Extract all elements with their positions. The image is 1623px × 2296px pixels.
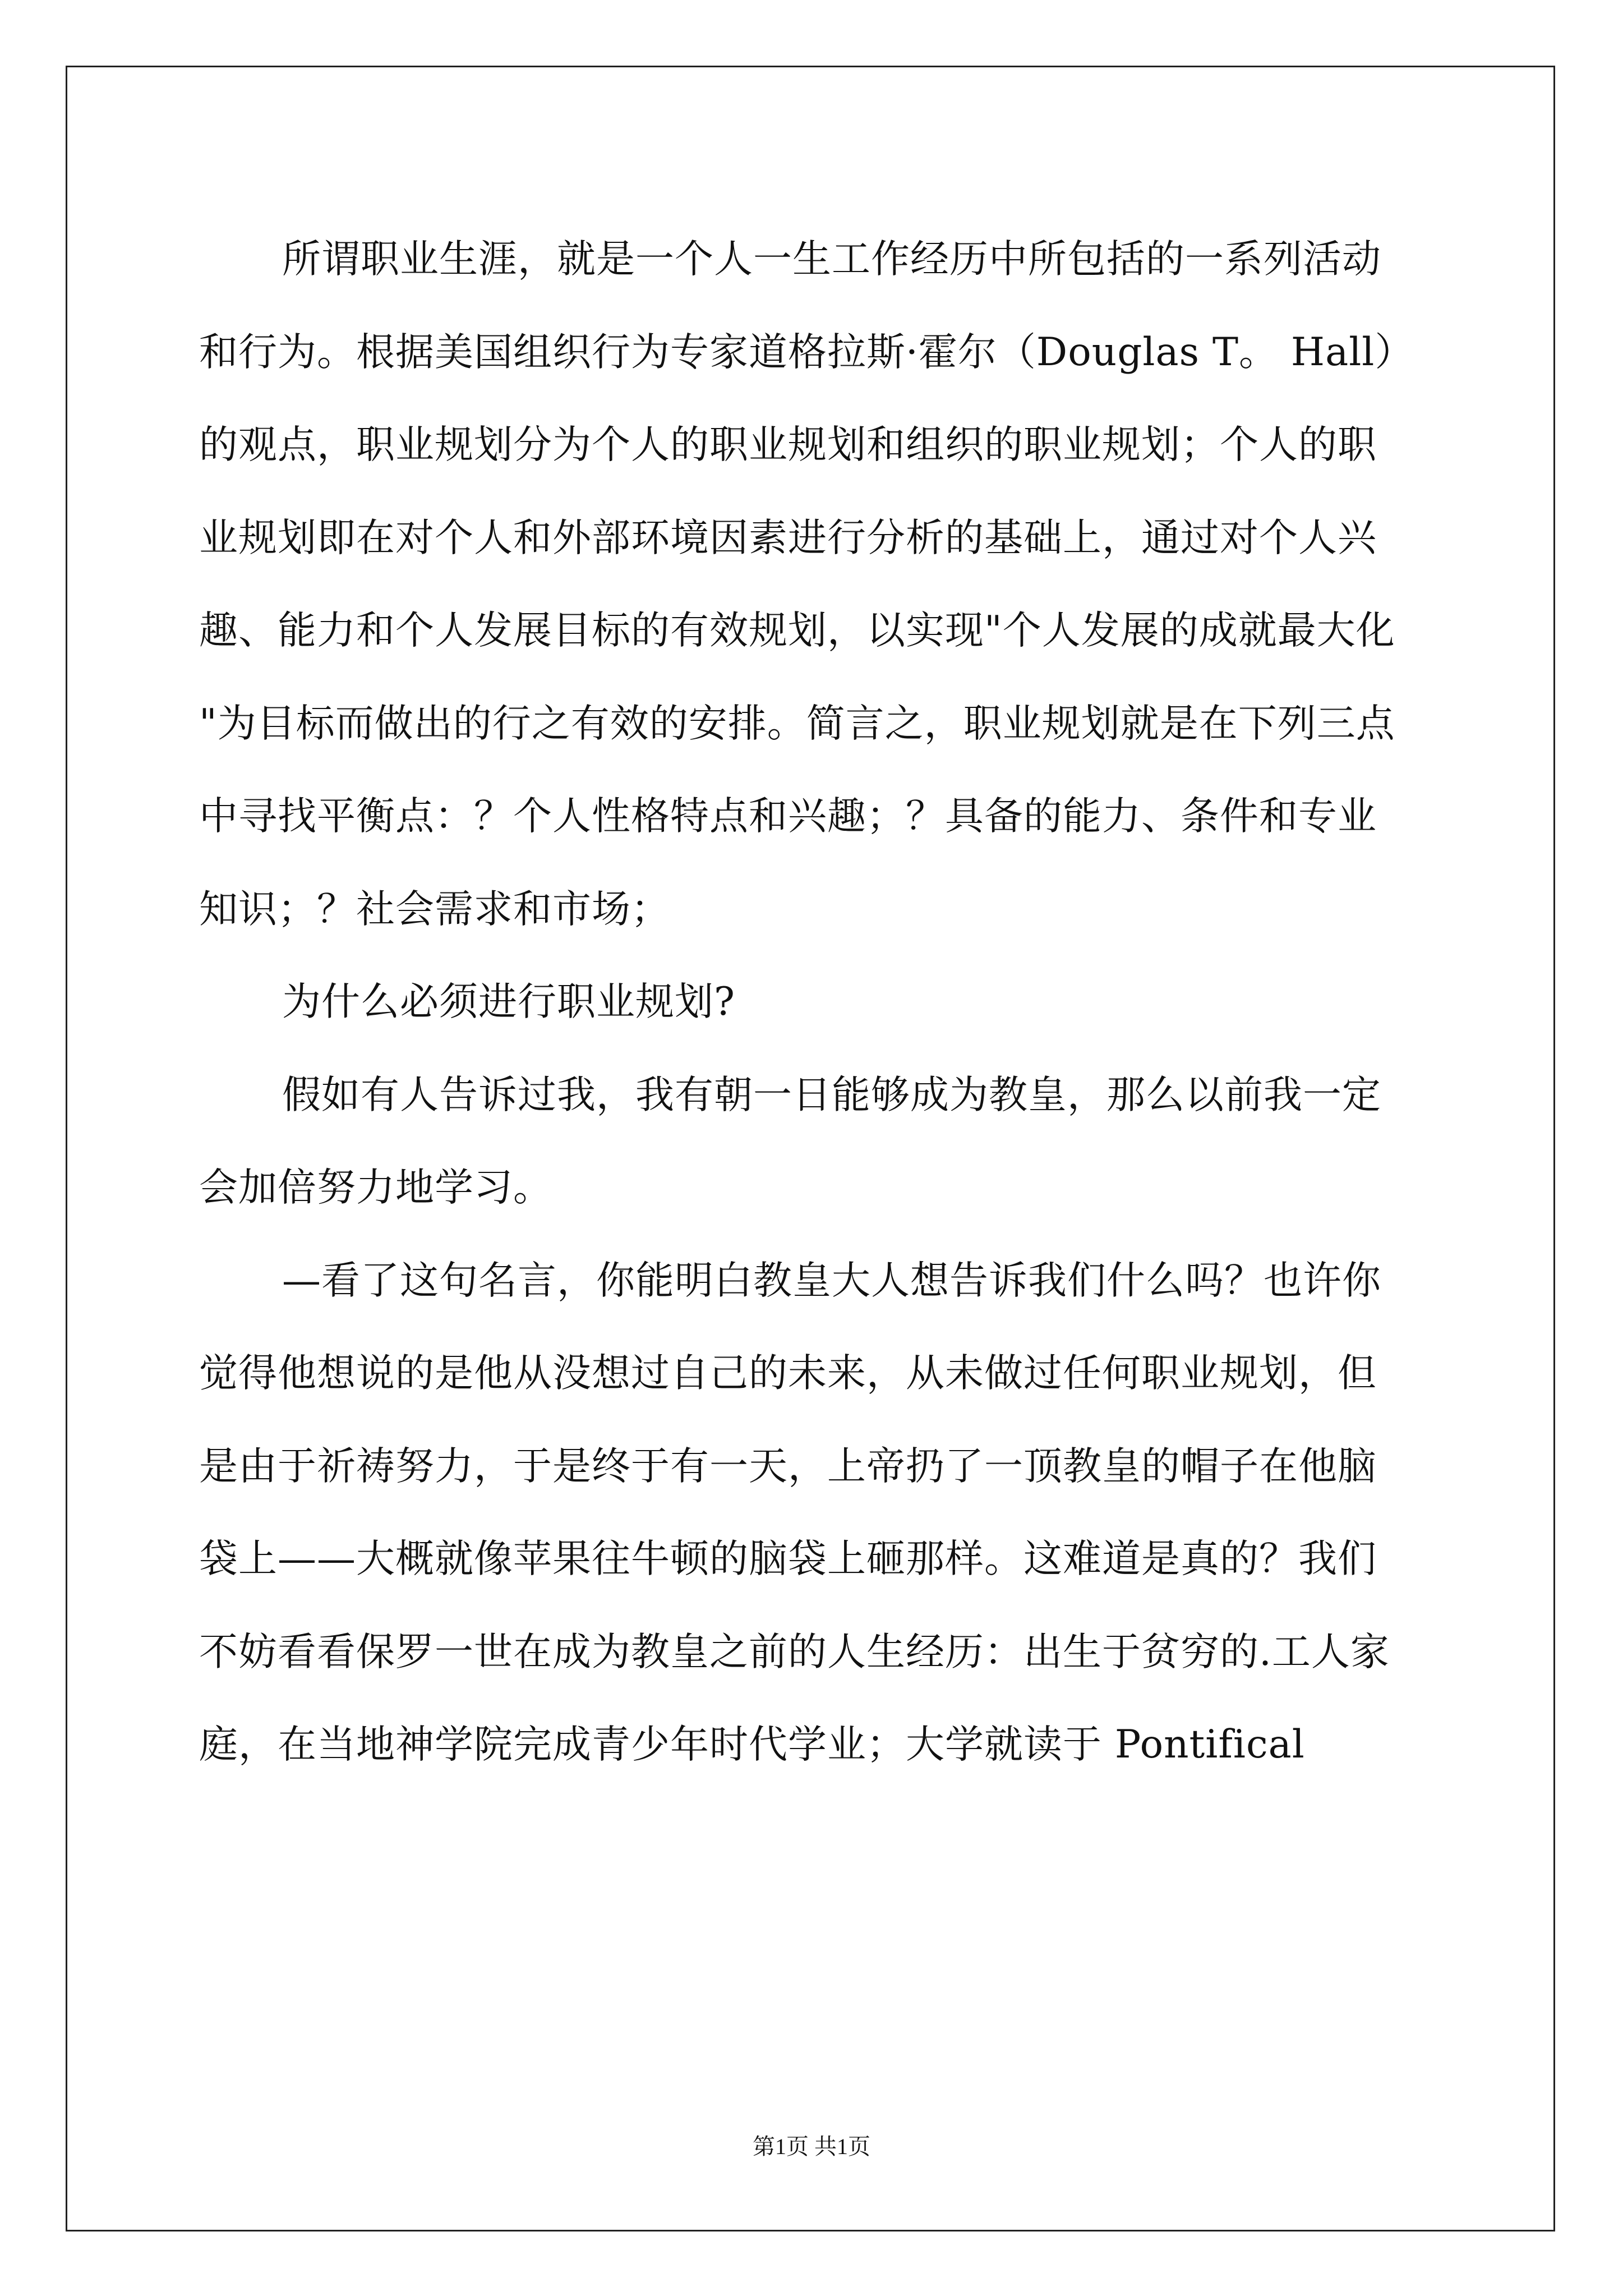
text-line: 是由于祈祷努力，于是终于有一天，上帝扔了一顶教皇的帽子在他脑: [199, 1443, 1377, 1489]
text-line: 不妨看看保罗一世在成为教皇之前的人生经历：出生于贫穷的.工人家: [199, 1629, 1390, 1674]
text-line: 趣、能力和个人发展目标的有效规划，以实现"个人发展的成就最大化: [199, 608, 1395, 653]
document-body: [199, 213, 1426, 1792]
text-line: 所谓职业生涯，就是一个人一生工作经历中所包括的一系列活动: [282, 237, 1381, 282]
text-line: 的观点，职业规划分为个人的职业规划和组织的职业规划；个人的职: [199, 422, 1377, 467]
text-line: 觉得他想说的是他从没想过自己的未来，从未做过任何职业规划，但: [199, 1351, 1377, 1396]
text-line: 会加倍努力地学习。: [199, 1165, 552, 1210]
section-question: 为什么必须进行职业规划?: [282, 979, 735, 1024]
text-line: 中寻找平衡点：？个人性格特点和兴趣；？具备的能力、条件和专业: [199, 794, 1377, 839]
text-line: "为目标而做出的行之有效的安排。简言之，职业规划就是在下列三点: [199, 701, 1395, 746]
text-line: 业规划即在对个人和外部环境因素进行分析的基础上，通过对个人兴: [199, 515, 1377, 560]
text-line: 庭，在当地神学院完成青少年时代学业；大学就读于 Pontifical: [199, 1722, 1305, 1767]
text-line: 袋上——大概就像苹果往牛顿的脑袋上砸那样。这难道是真的？我们: [199, 1536, 1377, 1581]
text-line: 知识；？社会需求和市场；: [199, 886, 670, 932]
text-line: 和行为。根据美国组织行为专家道格拉斯·霍尔（Douglas T。 Hall）: [199, 329, 1414, 375]
text-line: 假如有人告诉过我，我有朝一日能够成为教皇，那么以前我一定: [282, 1072, 1381, 1117]
page-number-footer: 第1页 共1页: [753, 2134, 870, 2159]
text-line: —看了这句名言，你能明白教皇大人想告诉我们什么吗？也许你: [282, 1258, 1381, 1303]
